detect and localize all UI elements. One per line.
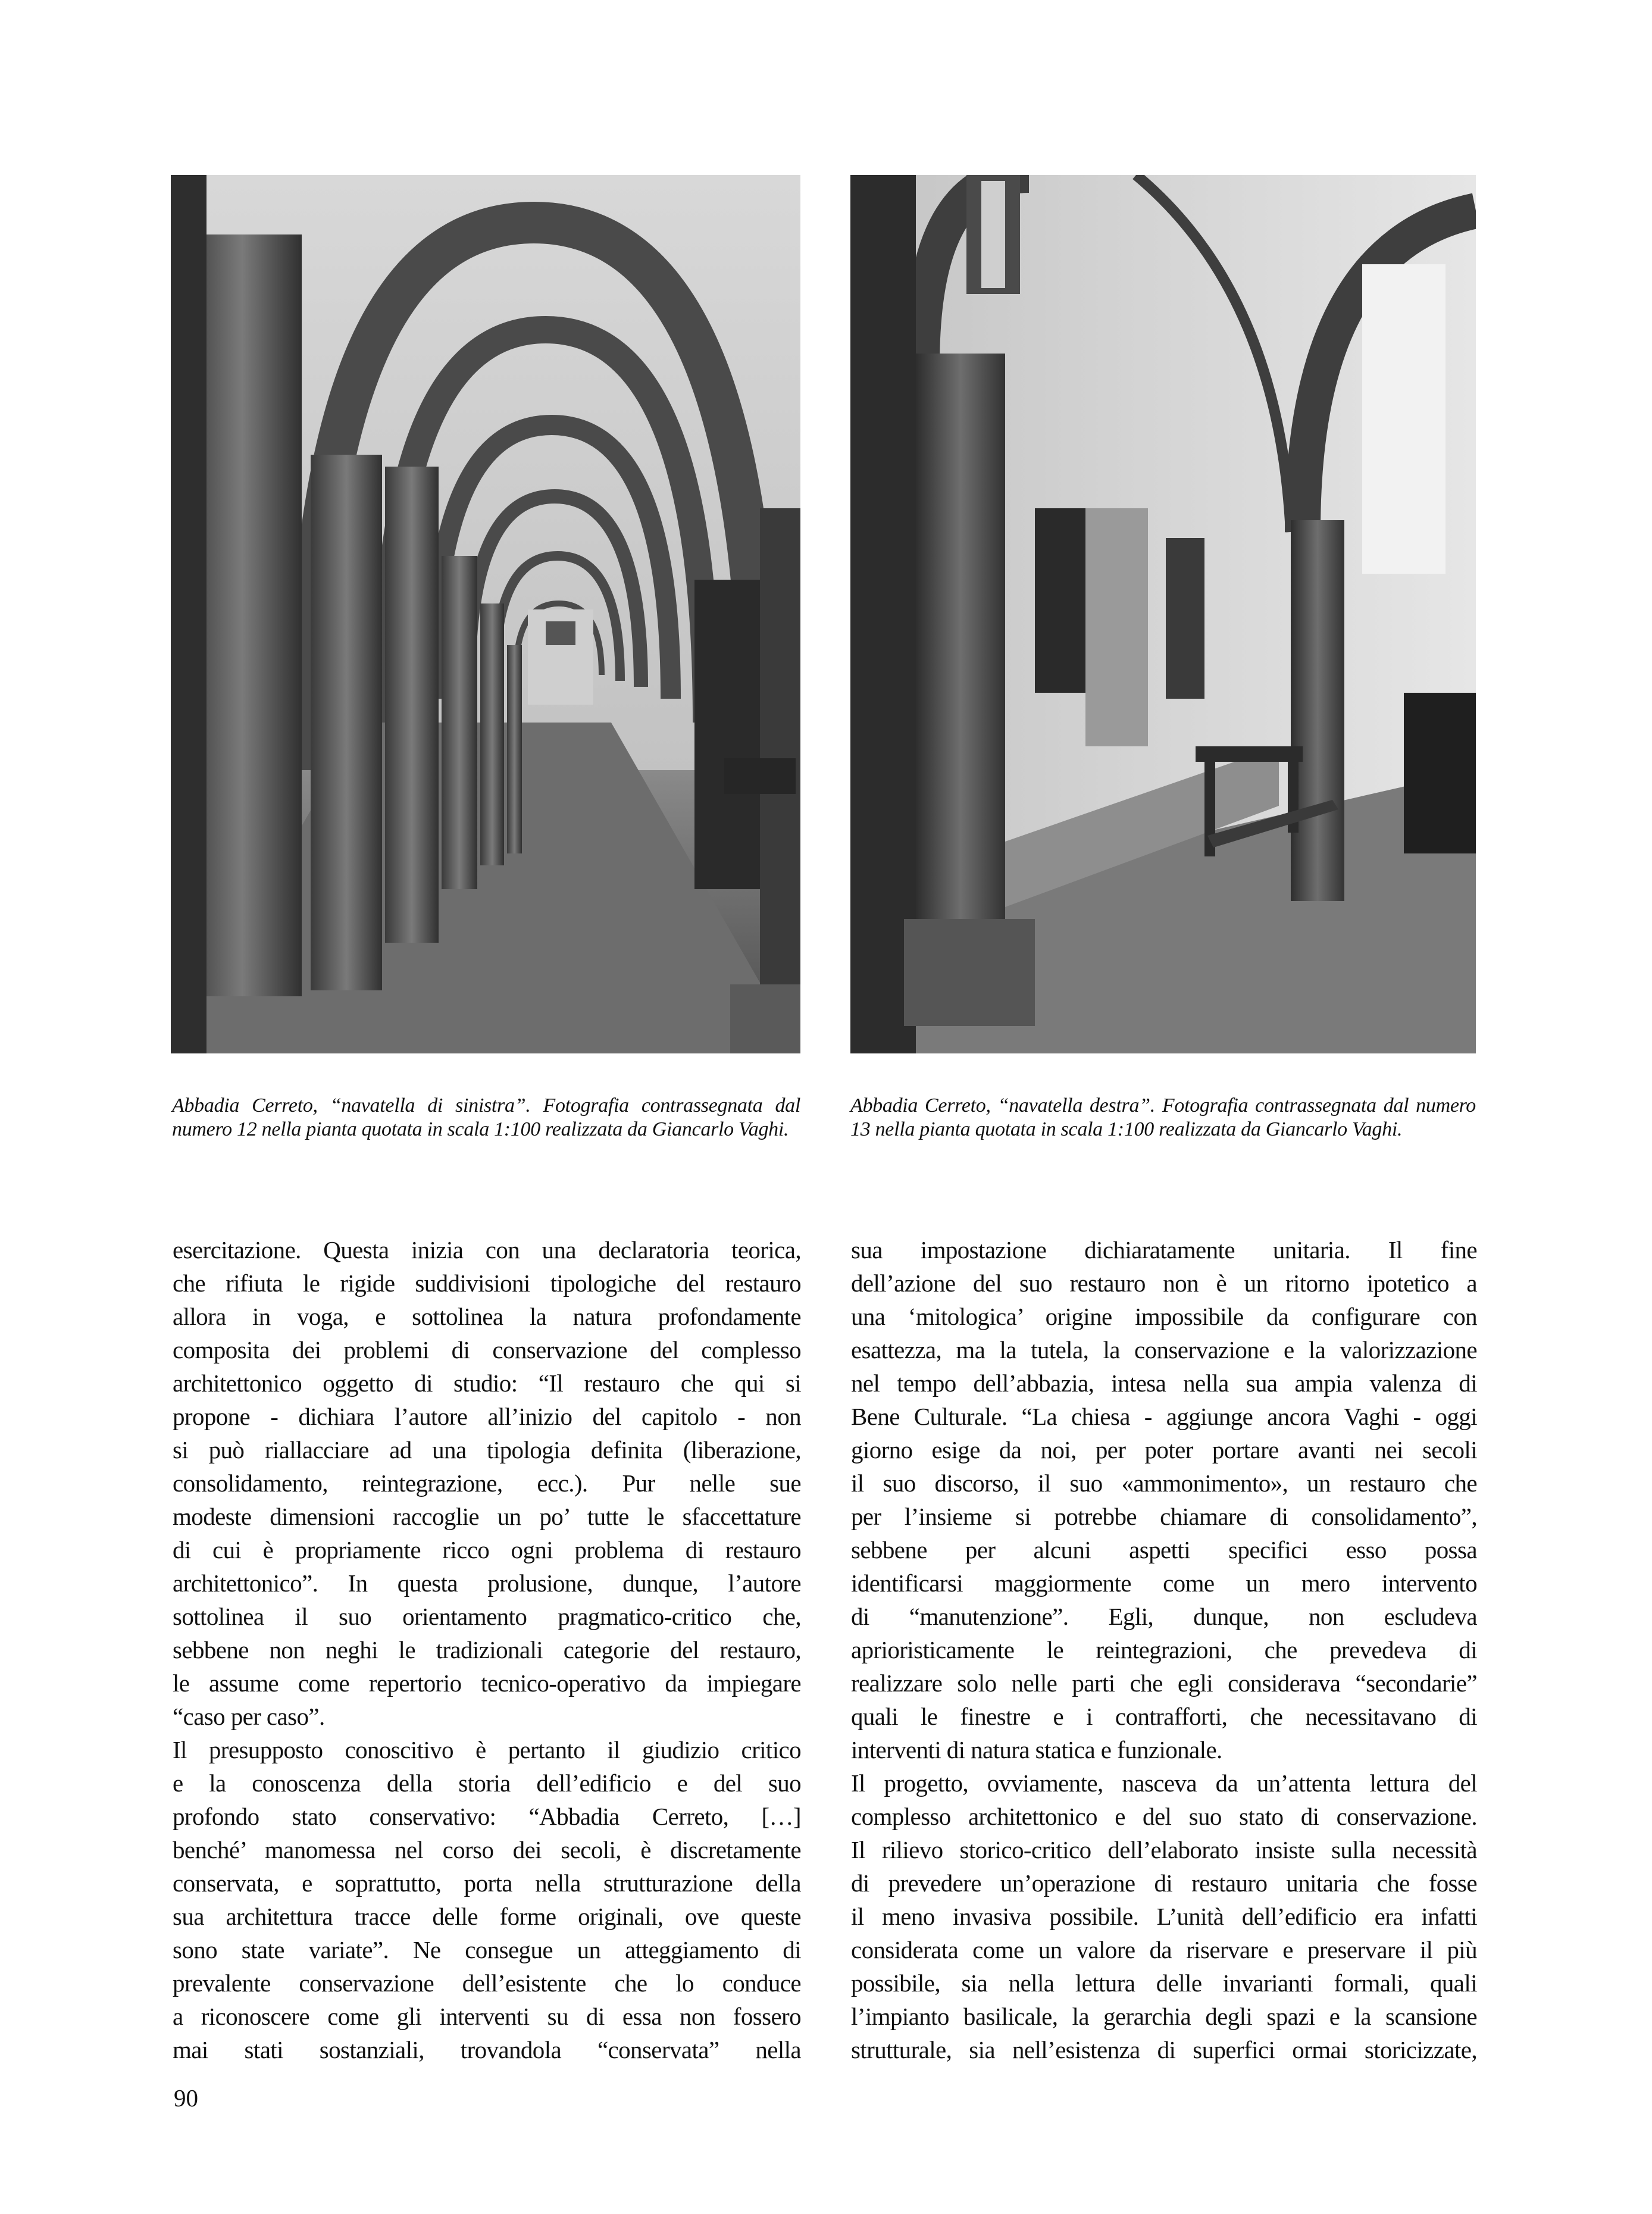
text-line: sottolinea il suo orientamento pragmatico-critico che, (173, 1603, 801, 1630)
figure-caption-right: Abbadia Cerreto, “navatella destra”. Fotografia contrassegnata dal numero 13 nella pianta quotata in scala 1:100 realizzata da Giancarlo Vaghi. (850, 1095, 1476, 1140)
text-line: sebbene non neghi le tradizionali categorie del restauro, (173, 1636, 801, 1663)
body-column-left (173, 1233, 801, 2066)
text-line: di prevedere un’operazione di restauro unitaria che fosse (851, 1869, 1477, 1897)
text-line: complesso architettonico e del suo stato di conservazione. (851, 1803, 1477, 1830)
text-line: Bene Culturale. “La chiesa - aggiunge ancora Vaghi - oggi (851, 1403, 1477, 1430)
text-line: il suo discorso, il suo «ammonimento», un restauro che (851, 1469, 1477, 1497)
text-line: sua impostazione dichiaratamente unitaria. Il fine (851, 1236, 1477, 1264)
text-line: esercitazione. Questa inizia con una declaratoria teorica, (173, 1236, 801, 1264)
text-line: l’impianto basilicale, la gerarchia degli spazi e la scansione (851, 2003, 1477, 2030)
page-number: 90 (174, 2084, 198, 2112)
text-line: identificarsi maggiormente come un mero intervento (851, 1569, 1477, 1597)
text-line: “caso per caso”. (173, 1703, 325, 1730)
text-line: le assume come repertorio tecnico-operativo da impiegare (173, 1669, 801, 1697)
aisle-photo-illustration (171, 175, 800, 1053)
text-line: modeste dimensioni raccoglie un po’ tutte le sfaccettature (173, 1503, 801, 1530)
text-line: giorno esige da noi, per poter portare avanti nei secoli (851, 1436, 1477, 1464)
text-line: a riconoscere come gli interventi su di essa non fossero (173, 2003, 801, 2030)
photo-navatella-destra (850, 175, 1476, 1053)
text-line: una ‘mitologica’ origine impossibile da configurare con (851, 1303, 1477, 1330)
text-line: nel tempo dell’abbazia, intesa nella sua ampia valenza di (851, 1369, 1477, 1397)
text-line: di “manutenzione”. Egli, dunque, non escludeva (851, 1603, 1477, 1630)
text-line: mai stati sostanziali, trovandola “conservata” nella (173, 2036, 801, 2063)
text-line: architettonico oggetto di studio: “Il restauro che qui si (173, 1369, 801, 1397)
text-line: aprioristicamente le reintegrazioni, che prevedeva di (851, 1636, 1477, 1663)
text-line: Il presupposto conoscitivo è pertanto il giudizio critico (173, 1736, 801, 1763)
text-line: e la conoscenza della storia dell’edificio e del suo (173, 1769, 801, 1797)
text-line: si può riallacciare ad una tipologia definita (liberazione, (173, 1436, 801, 1464)
text-line: conservata, e soprattutto, porta nella strutturazione della (173, 1869, 801, 1897)
text-line: per l’insieme si potrebbe chiamare di consolidamento”, (851, 1503, 1477, 1530)
text-line: composita dei problemi di conservazione del complesso (173, 1336, 801, 1364)
text-line: sono state variate”. Ne consegue un atteggiamento di (173, 1936, 801, 1963)
text-line: che rifiuta le rigide suddivisioni tipologiche del restauro (173, 1269, 801, 1297)
text-line: interventi di natura statica e funzionale. (851, 1736, 1222, 1763)
text-line: benché’ manomessa nel corso dei secoli, è discretamente (173, 1836, 801, 1863)
text-line: sebbene per alcuni aspetti specifici esso possa (851, 1536, 1477, 1563)
text-line: allora in voga, e sottolinea la natura profondamente (173, 1303, 801, 1330)
text-line: profondo stato conservativo: “Abbadia Cerreto, […] (173, 1803, 801, 1830)
text-line: dell’azione del suo restauro non è un ritorno ipotetico a (851, 1269, 1477, 1297)
body-column-right (851, 1233, 1477, 2066)
text-line: propone - dichiara l’autore all’inizio del capitolo - non (173, 1403, 801, 1430)
text-line: prevalente conservazione dell’esistente che lo conduce (173, 1969, 801, 1997)
text-line: architettonico”. In questa prolusione, dunque, l’autore (173, 1569, 801, 1597)
text-line: Il rilievo storico-critico dell’elaborato insiste sulla necessità (851, 1836, 1477, 1863)
figure-caption-left: Abbadia Cerreto, “navatella di sinistra”. Fotografia contrassegnata dal numero 12 nella pianta quotata in scala 1:100 realizzata da Giancarlo Vaghi. (172, 1095, 800, 1140)
text-line: strutturale, sia nell’esistenza di superfici ormai storicizzate, (851, 2036, 1477, 2063)
text-line: consolidamento, reintegrazione, ecc.). Pur nelle sue (173, 1469, 801, 1497)
text-line: possibile, sia nella lettura delle invarianti formali, quali (851, 1969, 1477, 1997)
text-line: il meno invasiva possibile. L’unità dell’edificio era infatti (851, 1903, 1477, 1930)
text-line: di cui è propriamente ricco ogni problema di restauro (173, 1536, 801, 1563)
text-line: sua architettura tracce delle forme originali, ove queste (173, 1903, 801, 1930)
text-line: realizzare solo nelle parti che egli considerava “secondarie” (851, 1669, 1477, 1697)
text-line: esattezza, ma la tutela, la conservazione e la valorizzazione (851, 1336, 1477, 1364)
text-line: Il progetto, ovviamente, nasceva da un’attenta lettura del (851, 1769, 1477, 1797)
text-line: considerata come un valore da riservare e preservare il più (851, 1936, 1477, 1963)
photo-navatella-sinistra (171, 175, 800, 1053)
text-line: quali le finestre e i contrafforti, che necessitavano di (851, 1703, 1477, 1730)
wall-photo-illustration (850, 175, 1476, 1053)
